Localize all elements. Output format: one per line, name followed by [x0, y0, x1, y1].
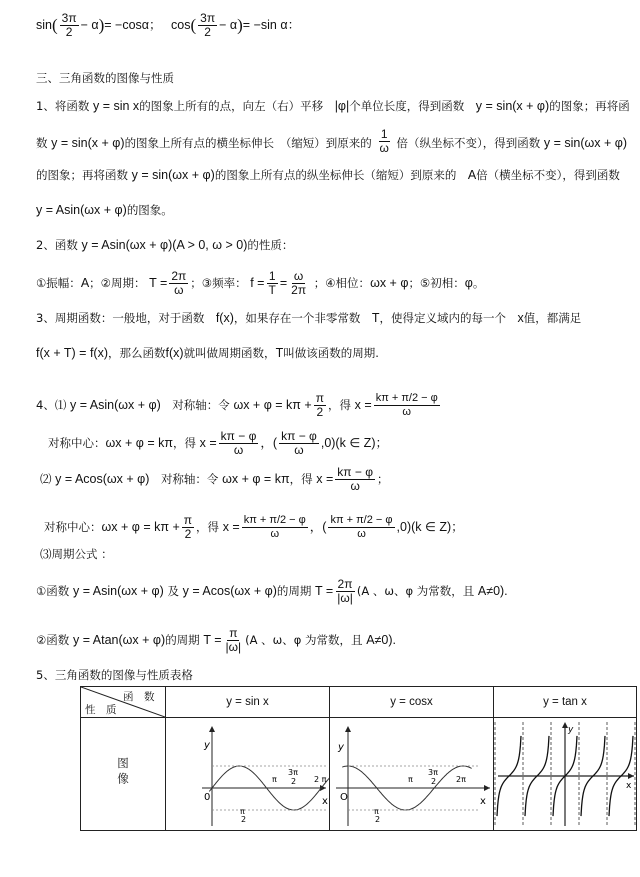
item4-line4: 对称中心：ωx + φ = kπ + $\frac{\pi}{2}$ ，得 x = $\frac{k\pi + \pi/2 - \varphi}{\omega}$ ，( $\frac{k\pi + \pi/2 - \varphi}{\omega}$ ,0)(k ∈ Z)； — [44, 513, 464, 541]
cos-tick-pi: π — [408, 775, 413, 784]
cos-tick-pi2: π — [374, 807, 379, 816]
item2-line2: ①振幅：A；②周期： T = $\frac{2\pi}{\omega}$ ；③频率： f = $\frac{1}{T}$ = $\frac{\omega}{2\pi}$ ；④相位：ωx + φ；⑤初相：φ。 — [36, 269, 485, 297]
corner-top-label: 函 数 — [123, 691, 155, 703]
sin-y-label: y — [204, 740, 210, 751]
item3-line1: 3、周期函数：一般地，对于函数 f(x)，如果存在一个非零常数 T，使得定义域内的每一个 x值，都满足 — [36, 311, 582, 325]
sin-x-label: x — [322, 796, 328, 807]
section-heading: 三、三角函数的图像与性质 — [36, 71, 174, 85]
item4-line5: ⑶周期公式 ： — [40, 547, 113, 561]
col-cos: y = cosx — [330, 687, 494, 718]
item5-heading: 5、三角函数的图像与性质表格 — [36, 668, 193, 682]
sin-tick-2pi: 2 π — [314, 775, 327, 784]
item4-line2: 对称中心：ωx + φ = kπ，得 x = $\frac{k\pi - \varphi}{\omega}$ ，( $\frac{k\pi - \varphi}{\omega}$ ,0)(k ∈ Z)； — [48, 429, 388, 457]
sin-graph — [166, 718, 329, 830]
item4-line6: ①函数 y = Asin(ωx + φ) 及 y = Acos(ωx + φ)的周期 T = $\frac{2\pi}{|\omega|}$ (A 、ω、φ 为常数，且 A≠0). — [36, 577, 508, 605]
row-label-graph: 图像 — [81, 718, 166, 831]
cos-origin: O — [340, 792, 348, 803]
corner-cell — [81, 687, 166, 718]
sin-tick-pi2: π — [240, 807, 245, 816]
sin-tick-3pi: 3π — [288, 768, 298, 777]
tan-graph — [494, 718, 636, 830]
item1-line1: 1、将函数 y = sin x的图象上所有的点，向左（右）平移 |φ|个单位长度，得到函数 y = sin(x + φ)的图象；再将函 — [36, 99, 630, 113]
item1-line3: 的图象；再将函数 y = sin(ωx + φ)的图象上所有点的纵坐标伸长（缩短）到原来的 A倍（横坐标不变），得到函数 — [36, 168, 620, 182]
item4-line7: ②函数 y = Atan(ωx + φ)的周期 T = $\frac{\pi}{|\omega|}$ (A 、ω、φ 为常数，且 A≠0). — [36, 626, 396, 654]
cos-tick-pi2-den: 2 — [375, 815, 381, 824]
tan-y-label: y — [568, 725, 574, 735]
item1-line2: 数 y = sin(x + φ)的图象上所有点的横坐标伸长 （缩短）到原来的 $\frac{1}{\omega}$ 倍（纵坐标不变），得到函数 y = sin(ωx + φ) — [36, 127, 628, 155]
sin-origin: 0 — [204, 792, 211, 803]
item3-line2: f(x + T) = f(x)，那么函数f(x)就叫做周期函数，T叫做该函数的周期. — [36, 346, 379, 360]
item2-line1: 2、函数 y = Asin(ωx + φ)(A > 0, ω > 0)的性质： — [36, 238, 294, 252]
tan-x-label: x — [626, 781, 632, 791]
sin-tick-pi2-den: 2 — [241, 815, 247, 824]
col-sin: y = sin x — [166, 687, 330, 718]
item4-line3: ⑵ y = Acos(ωx + φ) 对称轴：令 ωx + φ = kπ，得 x = $\frac{k\pi - \varphi}{\omega}$ ； — [40, 465, 389, 493]
sin-tick-pi: π — [272, 775, 277, 784]
corner-bottom-label: 性 质 — [85, 704, 117, 716]
trig-properties-table — [80, 686, 637, 831]
cos-tick-3pi-den: 2 — [431, 777, 437, 786]
cos-y-label: y — [338, 742, 344, 753]
sin-tick-3pi-den: 2 — [291, 777, 297, 786]
item4-line1: 4、⑴ y = Asin(ωx + φ) 对称轴：令 ωx + φ = kπ + $\frac{\pi}{2}$ ，得 x = $\frac{k\pi + \pi/2 - \varphi}{\omega}$ — [36, 391, 438, 419]
col-tan: y = tan x — [494, 687, 637, 718]
cos-x-label: x — [480, 796, 486, 807]
cos-tick-3pi: 3π — [428, 768, 438, 777]
cos-graph-cell — [330, 718, 494, 831]
tan-graph-cell — [494, 718, 637, 831]
cos-graph — [330, 718, 493, 830]
item1-line4: y = Asin(ωx + φ)的图象。 — [36, 203, 173, 217]
sin-graph-cell — [166, 718, 330, 831]
reduction-formula-line: sin( $\frac{3\pi}{2}$ − α)= −cosα； cos( $\frac{3\pi}{2}$ − α)= −sin α： — [36, 11, 301, 39]
cos-tick-2pi: 2π — [456, 775, 466, 784]
